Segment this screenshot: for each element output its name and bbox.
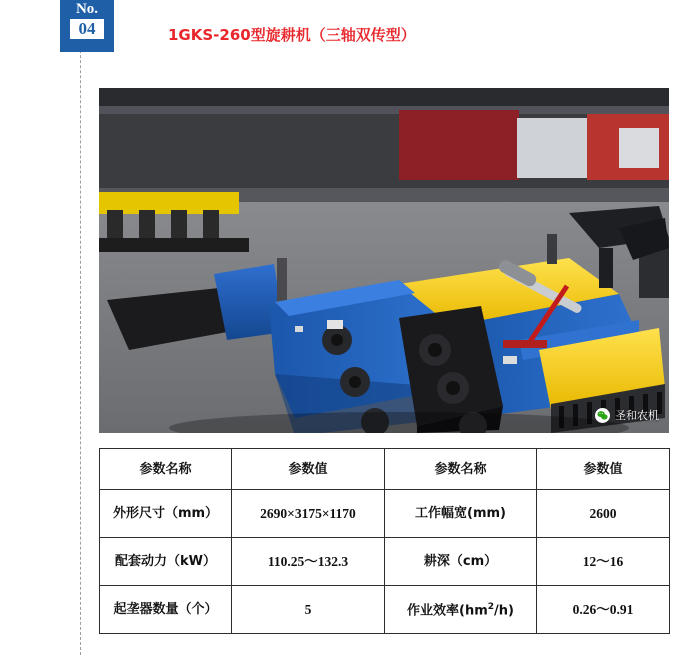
param-name-efficiency [385,586,537,634]
watermark [595,407,659,423]
wechat-glyph [597,410,608,421]
param-name-dimensions: 外形尺寸（mm） [100,490,232,538]
wechat-icon [595,408,610,423]
table-row [100,490,670,538]
header-cell-2: 参数值 [232,449,385,490]
header-cell-4: 参数值 [537,449,670,490]
param-value-efficiency: 0.26～0.91 [537,586,670,634]
param-value-tillage-depth: 12～16 [537,538,670,586]
photo-illustration [99,88,669,433]
header-cell-3: 参数名称 [385,449,537,490]
item-number-badge [60,0,114,52]
header-cell-1: 参数名称 [100,449,232,490]
efficiency-label-pre: 作业效率(hm [407,603,488,619]
badge-no-label: No. [75,1,99,17]
param-value-working-width: 2600 [537,490,670,538]
dashed-divider [80,0,81,655]
efficiency-label-post: /h) [494,603,514,619]
table-row [100,538,670,586]
product-photo [99,88,669,433]
table-row [100,586,670,634]
param-name-ridger-count: 起垄器数量（个） [100,586,232,634]
param-name-tillage-depth: 耕深（cm） [385,538,537,586]
page-title: 1GKS-260型旋耕机（三轴双传型） [168,26,416,44]
spec-table [99,448,670,634]
param-name-working-width: 工作幅宽(mm) [385,490,537,538]
watermark-text: 圣和农机 [615,409,659,422]
param-value-power: 110.25～132.3 [232,538,385,586]
param-value-ridger-count: 5 [232,586,385,634]
efficiency-label-sup: 2 [487,602,495,613]
param-value-dimensions: 2690×3175×1170 [232,490,385,538]
badge-number: 04 [70,19,104,39]
param-name-power: 配套动力（kW） [100,538,232,586]
table-header-row [100,449,670,490]
